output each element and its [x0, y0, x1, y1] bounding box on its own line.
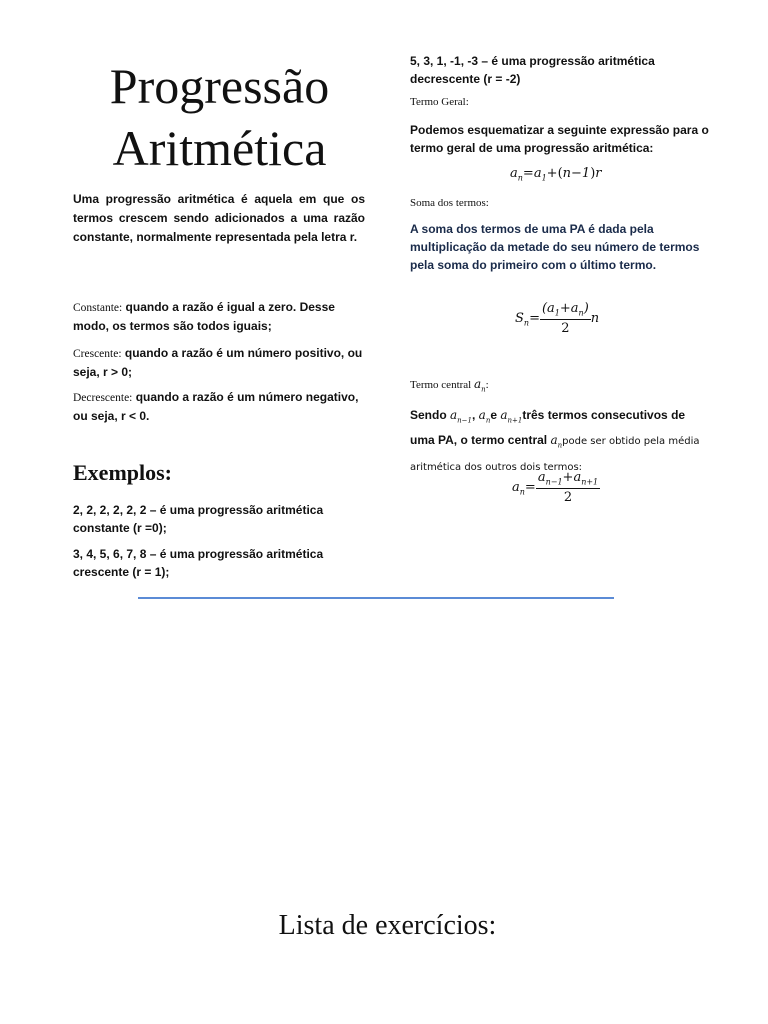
termo-geral-heading: Termo Geral: [410, 96, 469, 108]
title-line-1: Progressão [109, 58, 330, 114]
soma-formula: $S_n=$ $\frac{(a_1+a_n)}{2}$ n [515, 301, 600, 336]
type-text: quando a razão é um número negativo, ou seja, r < 0. [73, 390, 359, 423]
type-label: Constante: [73, 302, 123, 314]
termo-geral-formula: $a_n=a_1+(n-1)r$ [510, 166, 602, 183]
termo-central-heading: Termo central $a_n$: [410, 377, 489, 394]
central-text-c: pode ser obtido pela média aritmética dos outros dois termos: [410, 436, 700, 473]
type-text: quando a razão é um número positivo, ou seja, r > 0; [73, 346, 363, 379]
termo-geral-text: Podemos esquematizar a seguinte expressão para o termo geral de uma progressão aritmética: [410, 123, 709, 155]
page-title [72, 55, 367, 179]
soma-text: A soma dos termos de uma PA é dada pela multiplicação da metade do seu número de termos pela soma do primeiro com o último termo. [410, 222, 700, 272]
exercise-list-heading: Lista de exercícios: [278, 910, 497, 941]
example-constante: 2, 2, 2, 2, 2, 2 – é uma progressão aritmética constante (r =0); [73, 503, 324, 535]
termo-central-text: Sendo $a_{n-1}$, $a_ne$ $a_{n+1}três$ termos consecutivos de uma PA, o termo central $a_npode$ ser obtido pela média aritmética dos outros dois termos: [410, 408, 700, 473]
type-constante [73, 298, 368, 335]
title-line-2: Aritmética [112, 120, 327, 176]
section-divider [138, 597, 614, 599]
type-decrescente [73, 388, 368, 425]
soma-heading: Soma dos termos: [410, 197, 489, 209]
central-text-b: três termos consecutivos de uma PA, o termo central [410, 408, 686, 448]
termo-central-label: Termo central [410, 379, 474, 391]
soma-denominator: 2 [561, 320, 570, 336]
example-crescente: 3, 4, 5, 6, 7, 8 – é uma progressão aritmética crescente (r = 1); [73, 547, 324, 579]
intro-paragraph: Uma progressão aritmética é aquela em que os termos crescem sendo adicionados a uma razão constante, normalmente representada pela letra r. [73, 192, 365, 244]
type-crescente [73, 344, 368, 381]
type-text: quando a razão é igual a zero. Desse modo, os termos são todos iguais; [73, 300, 335, 333]
type-label: Crescente: [73, 348, 122, 360]
examples-heading: Exemplos: [73, 460, 172, 485]
type-label: Decrescente: [73, 392, 133, 404]
example-decrescente: 5, 3, 1, -1, -3 – é uma progressão aritmética decrescente (r = -2) [410, 54, 655, 86]
central-text-a: Sendo [410, 408, 451, 422]
termo-central-formula: $a_n=$ $\frac{a_{n-1}+a_{n+1}}{2}$ [512, 470, 599, 505]
central-denominator: 2 [563, 489, 573, 505]
